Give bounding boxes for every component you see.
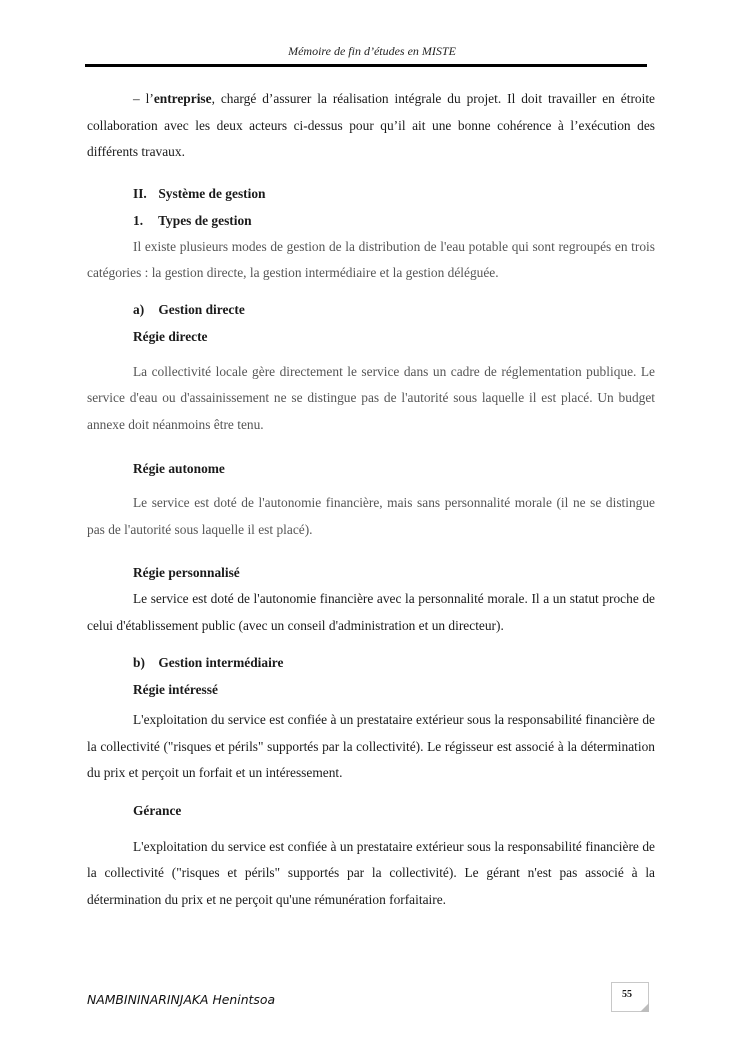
subsection-heading-a (87, 296, 655, 323)
gerance-heading: Gérance (133, 802, 182, 818)
subsection-title: Gestion directe (158, 301, 245, 317)
section-title: Système de gestion (158, 185, 266, 201)
subsection-title: Types de gestion (158, 212, 252, 228)
subsection-letter: a) (133, 301, 145, 317)
regie-personnalise-paragraph: Le service est doté de l'autonomie financière avec la personnalité morale. Il a un statut proche de celui d'établissement public (avec un conseil d'administration et un directeur). (87, 591, 655, 633)
document-body (87, 86, 655, 913)
gerance-paragraph: L'exploitation du service est confiée à un prestataire extérieur sous la responsabilité financière de la collectivité ("risques et périls" supportés par la collectivité). Le gérant n'est pas associé à la détermination du prix et ne perçoit qu'une rémunération forfaitaire. (87, 838, 655, 907)
running-header: Mémoire de fin d’études en MISTE (288, 44, 456, 58)
subsection-heading-1 (87, 207, 655, 234)
regie-interesse-paragraph: L'exploitation du service est confiée à un prestataire extérieur sous la responsabilité financière de la collectivité ("risques et périls" supportés par la collectivité). Le régisseur est associé à la détermination du prix et perçoit un forfait et un intéressement. (87, 712, 655, 780)
footer-author: NAMBININARINJAKA Henintsoa (87, 992, 276, 1007)
regie-personnalise-heading: Régie personnalisé (133, 565, 240, 580)
intro-prefix: – l’ (133, 91, 154, 106)
header-rule (85, 64, 647, 67)
section-number: II. (133, 185, 147, 201)
intro-rest: , chargé d’assurer la réalisation intégrale du projet. Il doit travailler en étroite collaboration avec les deux acteurs ci-dessus pour qu’il ait une bonne cohérence à l’exécution des différents travaux. (87, 91, 655, 159)
regie-autonome-paragraph: Le service est doté de l'autonomie financière, mais sans personnalité morale (il ne se distingue pas de l'autorité sous laquelle il est placé). (87, 495, 655, 537)
subsection-letter: b) (133, 655, 145, 670)
page-curl-icon (640, 1003, 649, 1012)
types-paragraph: Il existe plusieurs modes de gestion de la distribution de l'eau potable qui sont regroupés en trois catégories : la gestion directe, la gestion intermédiaire et la gestion déléguée. (87, 238, 655, 280)
page-number: 55 (622, 989, 632, 1000)
subsection-number: 1. (133, 212, 144, 228)
intro-paragraph (87, 86, 655, 166)
regie-autonome-heading: Régie autonome (133, 461, 225, 476)
intro-bold-term: entreprise (153, 91, 212, 106)
section-heading-2 (87, 180, 655, 207)
subsection-heading-b (87, 649, 655, 676)
page-number-box (611, 982, 649, 1012)
regie-directe-heading: Régie directe (133, 328, 208, 344)
regie-directe-paragraph: La collectivité locale gère directement le service dans un cadre de réglementation publique. Le service d'eau ou d'assainissement ne se distingue pas de l'autorité sous laquelle il est placé. Un budget annexe doit néanmoins être tenu. (87, 363, 655, 432)
subsection-title: Gestion intermédiaire (158, 655, 284, 670)
regie-interesse-heading: Régie intéressé (133, 682, 218, 697)
